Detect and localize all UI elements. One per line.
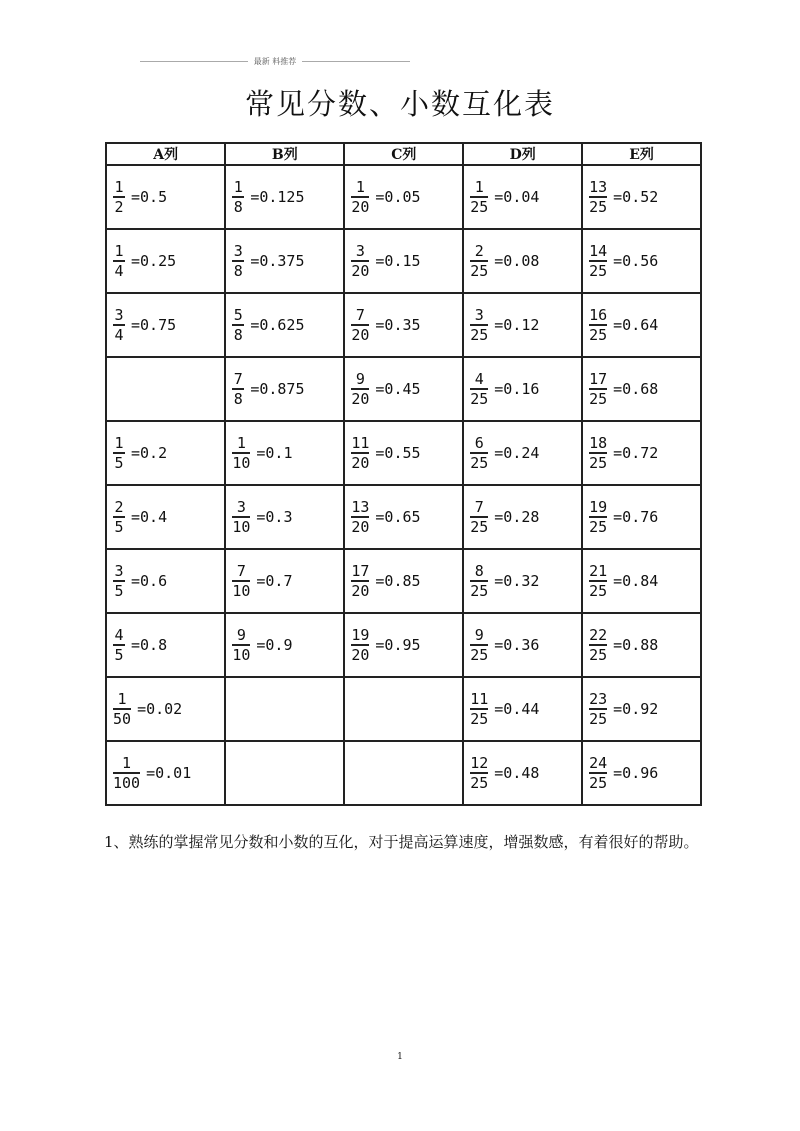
fraction-entry bbox=[583, 563, 700, 599]
fraction bbox=[232, 179, 244, 215]
decimal-value: =0.35 bbox=[375, 316, 421, 334]
table-cell bbox=[344, 293, 463, 357]
denominator: 8 bbox=[233, 390, 243, 408]
table-row bbox=[106, 485, 701, 549]
fraction-entry bbox=[107, 627, 224, 663]
table-row bbox=[106, 293, 701, 357]
decimal-value: =0.7 bbox=[256, 572, 293, 590]
fraction bbox=[351, 179, 369, 215]
table-cell bbox=[225, 293, 344, 357]
decimal-value: =0.24 bbox=[494, 444, 540, 462]
numerator: 2 bbox=[474, 242, 484, 260]
fraction-entry bbox=[345, 179, 462, 215]
empty-cell bbox=[344, 741, 463, 805]
denominator: 4 bbox=[114, 262, 124, 280]
fraction-entry bbox=[107, 243, 224, 279]
denominator: 20 bbox=[351, 262, 370, 280]
numerator: 3 bbox=[114, 306, 124, 324]
decimal-value: =0.01 bbox=[146, 764, 192, 782]
denominator: 5 bbox=[114, 646, 124, 664]
table-row bbox=[106, 549, 701, 613]
column-header: B列 bbox=[225, 143, 344, 165]
fraction bbox=[589, 243, 607, 279]
table-cell bbox=[463, 741, 582, 805]
decimal-value: =0.85 bbox=[375, 572, 421, 590]
fraction-entry bbox=[464, 243, 581, 279]
numerator: 1 bbox=[236, 434, 246, 452]
fraction-entry bbox=[583, 307, 700, 343]
denominator: 10 bbox=[232, 582, 251, 600]
fraction bbox=[113, 499, 125, 535]
fraction bbox=[232, 307, 244, 343]
numerator: 7 bbox=[474, 498, 484, 516]
page-number: 1 bbox=[397, 1052, 403, 1062]
denominator: 10 bbox=[232, 518, 251, 536]
decimal-value: =0.55 bbox=[375, 444, 421, 462]
fraction-decimal-table bbox=[105, 142, 702, 806]
table-cell bbox=[463, 549, 582, 613]
denominator: 8 bbox=[233, 326, 243, 344]
denominator: 25 bbox=[589, 518, 608, 536]
fraction-entry bbox=[464, 179, 581, 215]
table-cell bbox=[225, 421, 344, 485]
table-cell bbox=[582, 549, 701, 613]
table-cell bbox=[106, 229, 225, 293]
fraction bbox=[351, 499, 369, 535]
denominator: 25 bbox=[470, 198, 489, 216]
fraction-entry bbox=[464, 435, 581, 471]
table-cell bbox=[463, 357, 582, 421]
numerator: 1 bbox=[117, 690, 127, 708]
denominator: 10 bbox=[232, 646, 251, 664]
table-cell bbox=[106, 741, 225, 805]
numerator: 3 bbox=[474, 306, 484, 324]
fraction-entry bbox=[107, 307, 224, 343]
decimal-value: =0.72 bbox=[613, 444, 659, 462]
decimal-value: =0.32 bbox=[494, 572, 540, 590]
fraction-entry bbox=[464, 755, 581, 791]
numerator: 1 bbox=[355, 178, 365, 196]
fraction bbox=[113, 179, 125, 215]
numerator: 7 bbox=[236, 562, 246, 580]
table-cell bbox=[463, 677, 582, 741]
decimal-value: =0.44 bbox=[494, 700, 540, 718]
table-cell bbox=[344, 357, 463, 421]
denominator: 25 bbox=[589, 582, 608, 600]
fraction bbox=[351, 563, 369, 599]
decimal-value: =0.2 bbox=[131, 444, 168, 462]
fraction bbox=[589, 755, 607, 791]
fraction-entry bbox=[345, 371, 462, 407]
fraction-entry bbox=[464, 499, 581, 535]
decimal-value: =0.5 bbox=[131, 188, 168, 206]
denominator: 25 bbox=[589, 774, 608, 792]
numerator: 3 bbox=[236, 498, 246, 516]
fraction bbox=[470, 435, 488, 471]
fraction-entry bbox=[345, 243, 462, 279]
empty-cell bbox=[225, 741, 344, 805]
table-cell bbox=[344, 165, 463, 229]
table-row bbox=[106, 357, 701, 421]
numerator: 9 bbox=[355, 370, 365, 388]
fraction bbox=[470, 691, 488, 727]
empty-cell bbox=[344, 677, 463, 741]
decimal-value: =0.76 bbox=[613, 508, 659, 526]
fraction-entry bbox=[345, 499, 462, 535]
fraction-entry bbox=[583, 627, 700, 663]
decimal-value: =0.68 bbox=[613, 380, 659, 398]
header-text: 最新 料推荐 bbox=[253, 56, 297, 66]
table-cell bbox=[582, 485, 701, 549]
table-cell bbox=[106, 421, 225, 485]
decimal-value: =0.28 bbox=[494, 508, 540, 526]
fraction bbox=[470, 243, 488, 279]
denominator: 5 bbox=[114, 582, 124, 600]
numerator: 13 bbox=[589, 178, 608, 196]
denominator: 20 bbox=[351, 454, 370, 472]
denominator: 8 bbox=[233, 262, 243, 280]
numerator: 7 bbox=[233, 370, 243, 388]
fraction-entry bbox=[583, 371, 700, 407]
table-cell bbox=[344, 549, 463, 613]
fraction bbox=[351, 371, 369, 407]
fraction-entry bbox=[464, 691, 581, 727]
table-cell bbox=[225, 485, 344, 549]
fraction bbox=[113, 435, 125, 471]
numerator: 1 bbox=[122, 754, 132, 772]
fraction bbox=[589, 627, 607, 663]
fraction-entry bbox=[464, 627, 581, 663]
denominator: 25 bbox=[470, 326, 489, 344]
numerator: 1 bbox=[114, 178, 124, 196]
fraction-entry bbox=[226, 179, 343, 215]
fraction bbox=[589, 371, 607, 407]
page-title: 常见分数、小数互化表 bbox=[244, 87, 555, 121]
table-cell bbox=[225, 357, 344, 421]
table-cell bbox=[106, 293, 225, 357]
running-header bbox=[140, 54, 410, 68]
empty-cell bbox=[106, 357, 225, 421]
denominator: 10 bbox=[232, 454, 251, 472]
fraction-entry bbox=[583, 243, 700, 279]
table-cell bbox=[582, 677, 701, 741]
fraction bbox=[351, 307, 369, 343]
table-cell bbox=[582, 165, 701, 229]
numerator: 14 bbox=[589, 242, 608, 260]
decimal-value: =0.16 bbox=[494, 380, 540, 398]
numerator: 17 bbox=[589, 370, 608, 388]
fraction-entry bbox=[583, 755, 700, 791]
numerator: 22 bbox=[589, 626, 608, 644]
decimal-value: =0.12 bbox=[494, 316, 540, 334]
table-cell bbox=[582, 741, 701, 805]
fraction bbox=[470, 179, 488, 215]
table-cell bbox=[463, 293, 582, 357]
numerator: 11 bbox=[351, 434, 370, 452]
column-header: C列 bbox=[344, 143, 463, 165]
denominator: 20 bbox=[351, 390, 370, 408]
fraction bbox=[351, 435, 369, 471]
fraction bbox=[113, 627, 125, 663]
table-cell bbox=[106, 613, 225, 677]
numerator: 8 bbox=[474, 562, 484, 580]
denominator: 2 bbox=[114, 198, 124, 216]
fraction bbox=[589, 179, 607, 215]
fraction-entry bbox=[107, 691, 224, 727]
numerator: 21 bbox=[589, 562, 608, 580]
numerator: 4 bbox=[114, 626, 124, 644]
numerator: 19 bbox=[589, 498, 608, 516]
decimal-value: =0.65 bbox=[375, 508, 421, 526]
column-header: D列 bbox=[463, 143, 582, 165]
fraction-entry bbox=[464, 371, 581, 407]
numerator: 11 bbox=[470, 690, 489, 708]
denominator: 25 bbox=[470, 774, 489, 792]
header-rule bbox=[140, 61, 248, 62]
decimal-value: =0.4 bbox=[131, 508, 168, 526]
numerator: 2 bbox=[114, 498, 124, 516]
denominator: 20 bbox=[351, 646, 370, 664]
table-cell bbox=[344, 421, 463, 485]
denominator: 25 bbox=[470, 262, 489, 280]
table-cell bbox=[463, 485, 582, 549]
denominator: 50 bbox=[113, 710, 132, 728]
fraction-entry bbox=[345, 435, 462, 471]
header-rule bbox=[302, 61, 410, 62]
table-row bbox=[106, 613, 701, 677]
numerator: 1 bbox=[474, 178, 484, 196]
numerator: 7 bbox=[355, 306, 365, 324]
denominator: 25 bbox=[470, 518, 489, 536]
denominator: 8 bbox=[233, 198, 243, 216]
table-cell bbox=[344, 229, 463, 293]
column-header: E列 bbox=[582, 143, 701, 165]
table-cell bbox=[344, 613, 463, 677]
fraction bbox=[470, 627, 488, 663]
numerator: 17 bbox=[351, 562, 370, 580]
numerator: 18 bbox=[589, 434, 608, 452]
fraction bbox=[470, 307, 488, 343]
fraction-entry bbox=[583, 499, 700, 535]
fraction bbox=[232, 499, 250, 535]
table-row bbox=[106, 165, 701, 229]
table-cell bbox=[463, 421, 582, 485]
fraction bbox=[470, 563, 488, 599]
decimal-value: =0.6 bbox=[131, 572, 168, 590]
fraction-entry bbox=[583, 691, 700, 727]
table-cell bbox=[225, 613, 344, 677]
decimal-value: =0.96 bbox=[613, 764, 659, 782]
fraction bbox=[113, 243, 125, 279]
table-cell bbox=[344, 485, 463, 549]
decimal-value: =0.05 bbox=[375, 188, 421, 206]
fraction bbox=[470, 755, 488, 791]
fraction bbox=[589, 563, 607, 599]
table-cell bbox=[463, 613, 582, 677]
fraction-entry bbox=[226, 307, 343, 343]
fraction-entry bbox=[226, 371, 343, 407]
table-cell bbox=[582, 229, 701, 293]
decimal-value: =0.02 bbox=[137, 700, 183, 718]
fraction bbox=[232, 627, 250, 663]
table-cell bbox=[106, 485, 225, 549]
fraction-entry bbox=[345, 307, 462, 343]
fraction-entry bbox=[107, 179, 224, 215]
fraction-entry bbox=[345, 627, 462, 663]
fraction-entry bbox=[583, 435, 700, 471]
fraction bbox=[470, 499, 488, 535]
fraction-entry bbox=[226, 243, 343, 279]
denominator: 4 bbox=[114, 326, 124, 344]
denominator: 25 bbox=[589, 710, 608, 728]
decimal-value: =0.15 bbox=[375, 252, 421, 270]
numerator: 19 bbox=[351, 626, 370, 644]
fraction bbox=[113, 563, 125, 599]
table-cell bbox=[463, 229, 582, 293]
denominator: 25 bbox=[589, 262, 608, 280]
decimal-value: =0.9 bbox=[256, 636, 293, 654]
numerator: 4 bbox=[474, 370, 484, 388]
denominator: 100 bbox=[113, 774, 141, 792]
fraction-entry bbox=[226, 499, 343, 535]
decimal-value: =0.75 bbox=[131, 316, 177, 334]
decimal-value: =0.36 bbox=[494, 636, 540, 654]
table-cell bbox=[225, 229, 344, 293]
fraction-entry bbox=[107, 499, 224, 535]
table-cell bbox=[582, 421, 701, 485]
table-cell bbox=[582, 293, 701, 357]
decimal-value: =0.08 bbox=[494, 252, 540, 270]
denominator: 25 bbox=[589, 646, 608, 664]
table-row bbox=[106, 421, 701, 485]
decimal-value: =0.125 bbox=[250, 188, 305, 206]
decimal-value: =0.52 bbox=[613, 188, 659, 206]
table-cell bbox=[582, 357, 701, 421]
decimal-value: =0.95 bbox=[375, 636, 421, 654]
fraction bbox=[232, 243, 244, 279]
fraction bbox=[113, 691, 131, 727]
table-cell bbox=[225, 549, 344, 613]
note-paragraph: 1、熟练的掌握常见分数和小数的互化，对于提高运算速度，增强数感，有着很好的帮助。 bbox=[104, 833, 699, 851]
fraction-entry bbox=[226, 563, 343, 599]
table-row bbox=[106, 741, 701, 805]
table-cell bbox=[106, 165, 225, 229]
numerator: 3 bbox=[233, 242, 243, 260]
denominator: 25 bbox=[470, 646, 489, 664]
denominator: 25 bbox=[470, 390, 489, 408]
decimal-value: =0.92 bbox=[613, 700, 659, 718]
numerator: 13 bbox=[351, 498, 370, 516]
decimal-value: =0.04 bbox=[494, 188, 540, 206]
numerator: 1 bbox=[114, 242, 124, 260]
fraction-entry bbox=[107, 755, 224, 791]
fraction-entry bbox=[345, 563, 462, 599]
decimal-value: =0.25 bbox=[131, 252, 177, 270]
denominator: 25 bbox=[589, 390, 608, 408]
decimal-value: =0.1 bbox=[256, 444, 293, 462]
fraction bbox=[232, 371, 244, 407]
column-header: A列 bbox=[106, 143, 225, 165]
fraction bbox=[113, 307, 125, 343]
table-cell bbox=[106, 677, 225, 741]
denominator: 25 bbox=[589, 454, 608, 472]
fraction-entry bbox=[107, 563, 224, 599]
fraction bbox=[351, 627, 369, 663]
decimal-value: =0.375 bbox=[250, 252, 305, 270]
denominator: 20 bbox=[351, 582, 370, 600]
denominator: 20 bbox=[351, 518, 370, 536]
decimal-value: =0.3 bbox=[256, 508, 293, 526]
denominator: 25 bbox=[470, 454, 489, 472]
fraction bbox=[351, 243, 369, 279]
decimal-value: =0.48 bbox=[494, 764, 540, 782]
numerator: 9 bbox=[474, 626, 484, 644]
decimal-value: =0.84 bbox=[613, 572, 659, 590]
numerator: 16 bbox=[589, 306, 608, 324]
denominator: 20 bbox=[351, 198, 370, 216]
fraction bbox=[113, 755, 140, 791]
numerator: 9 bbox=[236, 626, 246, 644]
decimal-value: =0.625 bbox=[250, 316, 305, 334]
empty-cell bbox=[225, 677, 344, 741]
fraction bbox=[589, 435, 607, 471]
denominator: 25 bbox=[470, 582, 489, 600]
numerator: 1 bbox=[233, 178, 243, 196]
fraction-entry bbox=[226, 627, 343, 663]
fraction-entry bbox=[226, 435, 343, 471]
denominator: 25 bbox=[470, 710, 489, 728]
fraction-entry bbox=[583, 179, 700, 215]
fraction bbox=[232, 563, 250, 599]
table-header-row bbox=[106, 143, 701, 165]
fraction bbox=[232, 435, 250, 471]
decimal-value: =0.875 bbox=[250, 380, 305, 398]
denominator: 5 bbox=[114, 518, 124, 536]
fraction bbox=[589, 691, 607, 727]
fraction-entry bbox=[464, 563, 581, 599]
fraction-entry bbox=[464, 307, 581, 343]
decimal-value: =0.45 bbox=[375, 380, 421, 398]
denominator: 25 bbox=[589, 198, 608, 216]
fraction bbox=[589, 307, 607, 343]
decimal-value: =0.56 bbox=[613, 252, 659, 270]
table-cell bbox=[106, 549, 225, 613]
numerator: 24 bbox=[589, 754, 608, 772]
denominator: 20 bbox=[351, 326, 370, 344]
denominator: 5 bbox=[114, 454, 124, 472]
fraction bbox=[470, 371, 488, 407]
table-row bbox=[106, 677, 701, 741]
decimal-value: =0.64 bbox=[613, 316, 659, 334]
denominator: 25 bbox=[589, 326, 608, 344]
numerator: 5 bbox=[233, 306, 243, 324]
table-cell bbox=[225, 165, 344, 229]
table-cell bbox=[463, 165, 582, 229]
numerator: 12 bbox=[470, 754, 489, 772]
table-row bbox=[106, 229, 701, 293]
decimal-value: =0.8 bbox=[131, 636, 168, 654]
fraction-entry bbox=[107, 435, 224, 471]
numerator: 3 bbox=[355, 242, 365, 260]
numerator: 3 bbox=[114, 562, 124, 580]
fraction bbox=[589, 499, 607, 535]
table-cell bbox=[582, 613, 701, 677]
numerator: 1 bbox=[114, 434, 124, 452]
numerator: 23 bbox=[589, 690, 608, 708]
decimal-value: =0.88 bbox=[613, 636, 659, 654]
numerator: 6 bbox=[474, 434, 484, 452]
